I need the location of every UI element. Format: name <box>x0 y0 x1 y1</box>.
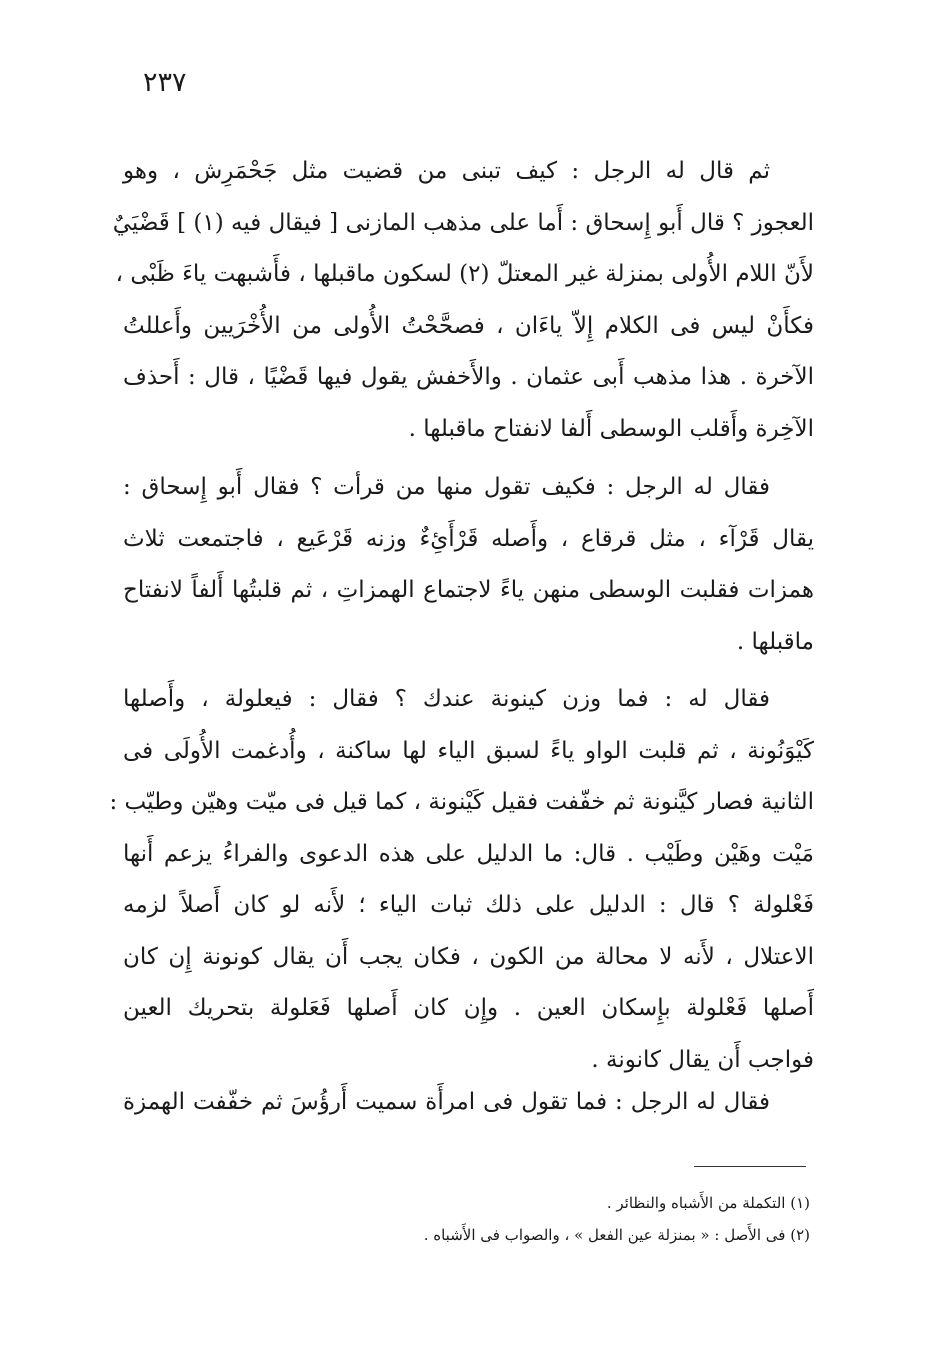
text-line: فكأَنْ ليس فى الكلام إِلاّ ياءَان ، فصحَّحْتُ الأُولى من الأُخْرَيين وأَعللتُ <box>123 312 814 339</box>
footnote-2: (٢) فى الأَصل : « بمنزلة عين الفعل » ، والصواب فى الأَشباه . <box>423 1226 810 1244</box>
paragraph-1 <box>112 146 814 455</box>
footnotes <box>300 1187 810 1251</box>
text-line: همزات فقلبت الوسطى منهن ياءً لاجتماع الهمزاتِ ، ثم قلبتُها أَلفاً لانفتاح <box>123 577 814 603</box>
text-line: فقال له الرجل : فما تقول فى امرأَة سميت أَرؤُسَ ثم خفّفت الهمزة <box>123 1089 770 1115</box>
text-line: لأَنّ اللام الأُولى بمنزلة غير المعتلّ (٢) لسكون ماقبلها ، فأَشبهت ياءَ ظَبْى ، <box>115 261 814 287</box>
paragraph-3 <box>109 674 814 1086</box>
page-number: ٢٣٧ <box>143 67 187 98</box>
text-line: فَعْلولة ؟ قال : الدليل على ذلك ثبات الياء ؛ لأَنه لو كان أَصلاً لزمه <box>123 892 814 918</box>
text-line: مَيْت وهَيْن وطَيْب . قال: ما الدليل على هذه الدعوى والفراءُ يزعم أَنها <box>123 840 814 867</box>
paragraph-4 <box>123 1077 814 1129</box>
text-line: فقال له : فما وزن كينونة عندك ؟ فقال : فيعلولة ، وأَصلها <box>123 686 770 712</box>
text-line: يقال قَرْآء ، مثل قرقاع ، وأَصله قَرْأَئِءٌ وزنه قَرْعَيع ، فاجتمعت ثلاث <box>123 525 814 552</box>
text-line: ماقبلها . <box>736 628 814 655</box>
text-line: الثانية فصار كيَّنونة ثم خفّفت فقيل كَيْنونة ، كما قيل فى ميّت وهيّن وطيّب : <box>109 789 814 815</box>
text-line: ثم قال له الرجل : كيف تبنى من قضيت مثل جَحْمَرِش ، وهو <box>123 158 770 184</box>
text-line: الآخِرة وأَقلب الوسطى أَلفا لانفتاح ماقبلها . <box>408 415 814 442</box>
text-line: فواجب أَن يقال كانونة . <box>591 1046 814 1073</box>
text-line: العجوز ؟ قال أَبو إِسحاق : أَما على مذهب المازنى [ فيقال فيه (١) ] قَضْيَيٌ <box>112 209 814 236</box>
text-line: الاعتلال ، لأَنه لا محالة من الكون ، فكان يجب أَن يقال كونونة إِن كان <box>123 943 814 970</box>
text-line: أَصلها فَعْلولة بإِسكان العين . وإِن كان أَصلها فَعَلولة بتحريك العين <box>123 995 814 1021</box>
text-line: كَيْوَنُونة ، ثم قلبت الواو ياءً لسبق الياء لها ساكنة ، وأُدغمت الأُولَى فى <box>123 737 814 764</box>
paragraph-2 <box>123 462 814 668</box>
text-line: فقال له الرجل : فكيف تقول منها من قرأت ؟ فقال أَبو إِسحاق : <box>123 474 770 500</box>
footnote-1: (١) التكملة من الأَشباه والنظائر . <box>606 1194 810 1212</box>
footnote-divider <box>694 1166 806 1167</box>
text-line: الآخرة . هذا مذهب أَبى عثمان . والأَخفش يقول فيها قَضْيًا ، قال : أَحذف <box>123 364 814 390</box>
